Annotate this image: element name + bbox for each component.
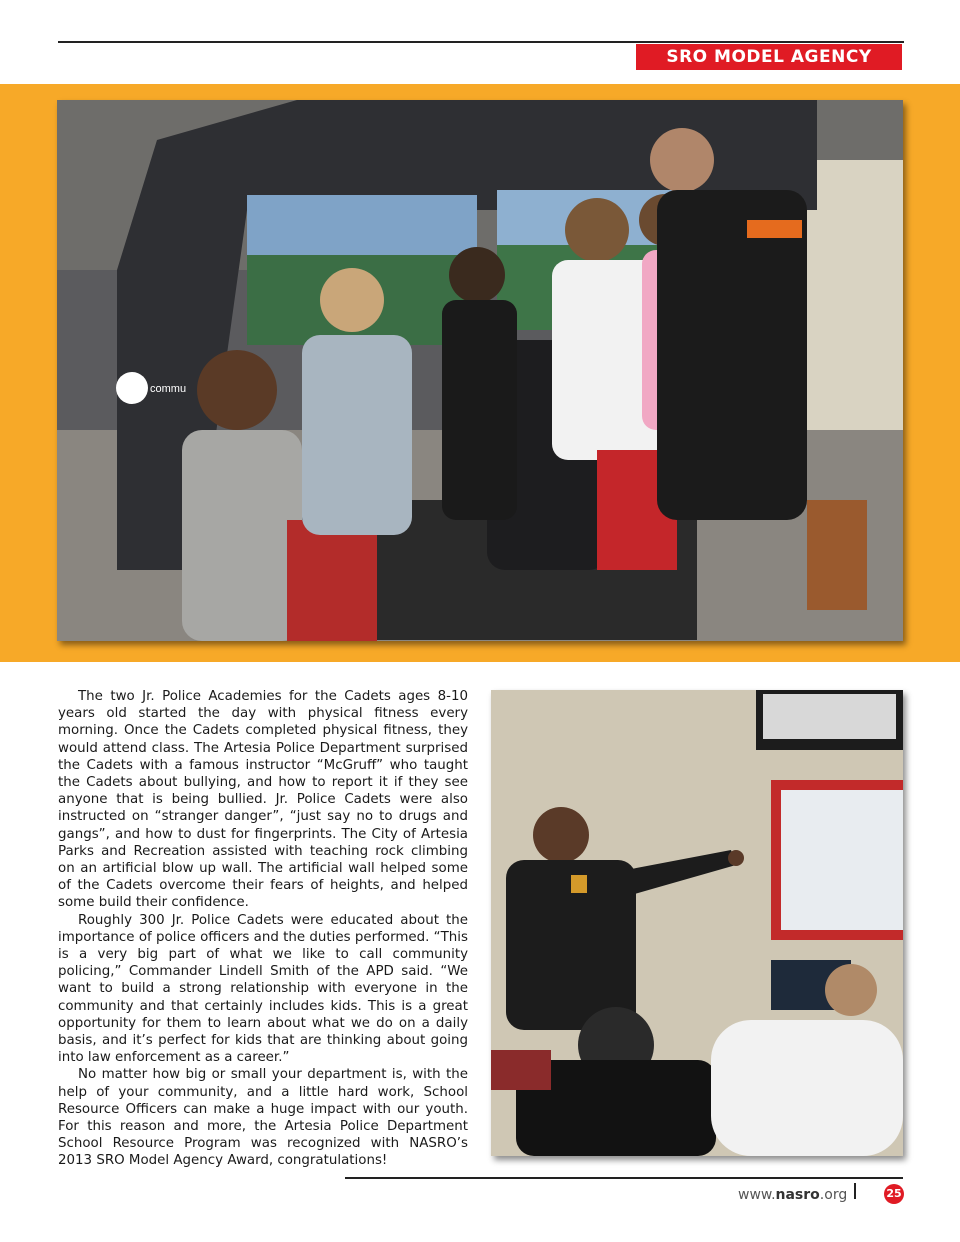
section-label: SRO MODEL AGENCY: [636, 44, 902, 70]
main-photo: [57, 100, 903, 641]
footer-url-suffix: .org: [819, 1187, 848, 1203]
side-photo: [491, 690, 903, 1156]
article-paragraph: Roughly 300 Jr. Police Cadets were educated about the importance of police officers and the duties performed. “This is a very big part of what we like to call community policing,” Commander Lindell Smith of the APD said. “We want to build a strong relationship with everyone in the community and that certainly includes kids. This is a great opportunity for them to learn about what we do on a daily basis, and it’s perfect for kids that are thinking about going into law enforcement as a career.”: [58, 912, 468, 1066]
footer-separator: [854, 1183, 856, 1199]
article-paragraph: No matter how big or small your department is, with the help of your community, and a little hard work, School Resource Officers can make a huge impact with our youth. For this reason and more, the Artesia Police Department School Resource Program was recognized with NASRO’s 2013 SRO Model Agency Award, congratulations!: [58, 1067, 468, 1169]
simulator-scene-image: [57, 100, 903, 641]
article-body: [58, 688, 468, 1170]
footer-url[interactable]: [738, 1187, 847, 1203]
sign-text: commu: [150, 383, 187, 395]
article-paragraph: The two Jr. Police Academies for the Cadets ages 8-10 years old started the day with physical fitness every morning. Once the Cadets completed physical fitness, they would attend class. The Artesia Police Department surprised the Cadets with a famous instructor “McGruff” who taught the Cadets about bullying, and how to report it if they see anyone that is being bullied. Jr. Police Cadets were also instructed on “stranger danger”, “just say no to drugs and gangs”, and how to dust for fingerprints. The City of Artesia Parks and Recreation assisted with teaching rock climbing on an artificial blow up wall. The artificial wall helped some of the Cadets overcome their fears of heights, and helped some build their confidence.: [58, 689, 468, 911]
footer-url-brand: nasro: [775, 1187, 820, 1203]
footer-url-prefix: www.: [738, 1187, 776, 1203]
top-rule: [58, 41, 904, 43]
page-number: 25: [884, 1184, 904, 1204]
bottom-rule: [345, 1177, 903, 1179]
officer-classroom-image: [491, 690, 903, 1156]
